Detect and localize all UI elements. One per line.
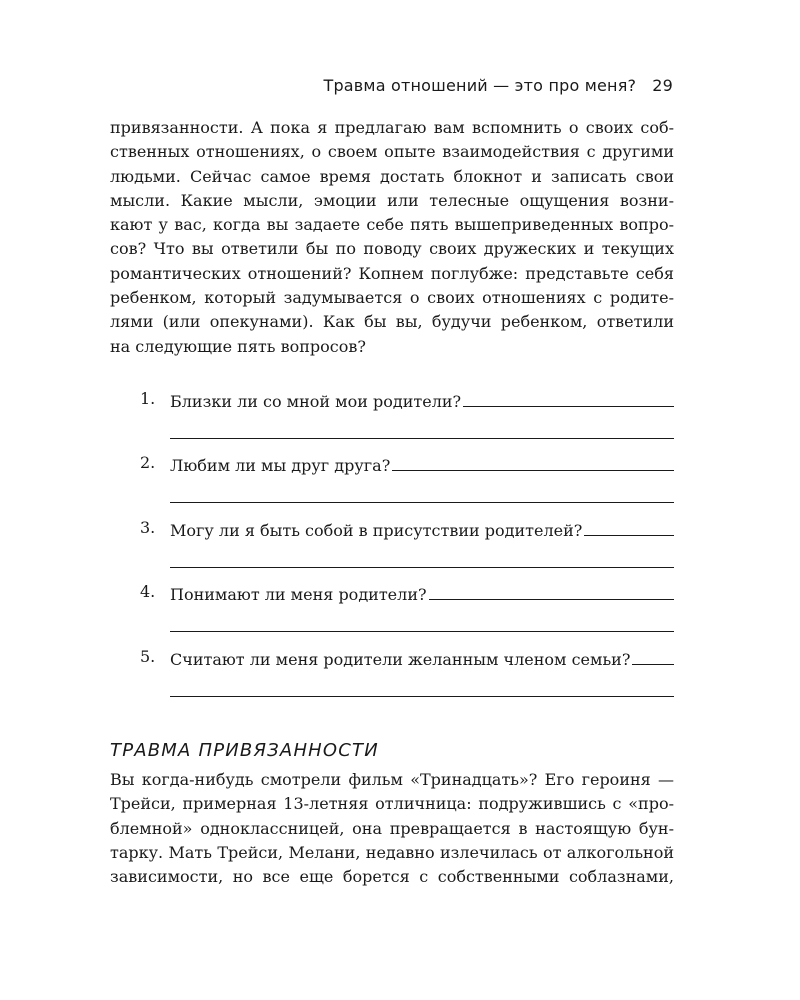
answer-line	[170, 502, 674, 503]
paragraph-line: сов? Что вы ответили бы по поводу своих дружеских и текущих	[110, 239, 674, 259]
question-number: 4.	[140, 582, 156, 602]
question-text: Любим ли мы друг друга?	[170, 456, 391, 476]
question-text: Близки ли со мной мои родители?	[170, 392, 462, 411]
section-heading: ТРАВМА ПРИВЯЗАННОСТИ	[110, 740, 379, 761]
question-item	[110, 453, 674, 517]
paragraph-line: привязанности. А пока я предлагаю вам вспомнить о своих соб-	[110, 118, 674, 137]
question-number: 1.	[140, 389, 156, 408]
answer-line	[429, 582, 674, 600]
question-number: 5.	[140, 646, 156, 666]
question-text: Считают ли меня родители желанным членом семьи?	[170, 649, 631, 669]
paragraph-line: ребенком, который задумывается о своих отношениях с родите-	[110, 288, 674, 308]
question-item	[110, 582, 674, 646]
paragraph-line: лями (или опекунами). Как бы вы, будучи ребенком, ответили	[110, 312, 674, 332]
paragraph-line: Трейси, примерная 13-летняя отличница: подружившись с «про-	[110, 794, 674, 814]
question-text: Могу ли я быть собой в присутствии родителей?	[170, 520, 583, 540]
paragraph-line: кают у вас, когда вы задаете себе пять вышеприведенных вопро-	[110, 215, 674, 235]
question-text: Понимают ли меня родители?	[170, 585, 427, 605]
answer-line	[584, 518, 674, 536]
question-number: 3.	[140, 517, 156, 537]
answer-line	[632, 647, 674, 665]
paragraph-line: ственных отношениях, о своем опыте взаимодействия с другими	[110, 142, 674, 162]
running-head	[323, 76, 673, 95]
paragraph-line: людьми. Сейчас самое время достать блокнот и записать свои	[110, 166, 674, 186]
paragraph-line: Вы когда-нибудь смотрели фильм «Тринадцать»? Его героиня —	[110, 770, 674, 789]
paragraph-line: мысли. Какие мысли, эмоции или телесные ощущения возни-	[110, 190, 674, 210]
page-number: 29	[652, 76, 673, 95]
answer-line	[170, 438, 674, 439]
paragraph-section	[110, 768, 674, 889]
question-item	[110, 518, 674, 582]
answer-line	[392, 453, 674, 471]
question-item	[110, 647, 674, 711]
paragraph-line: зависимости, но все еще борется с собственными соблазнами,	[110, 867, 674, 887]
paragraph-intro	[110, 116, 674, 359]
paragraph-line: блемной» одноклассницей, она превращается в настоящую бун-	[110, 818, 674, 838]
question-item	[110, 389, 674, 453]
running-title: Травма отношений — это про меня?	[323, 76, 637, 95]
answer-line	[170, 696, 674, 697]
answer-line	[463, 389, 674, 407]
question-list	[110, 389, 674, 711]
question-number: 2.	[140, 453, 156, 473]
paragraph-line: на следующие пять вопросов?	[110, 336, 366, 356]
answer-line	[170, 567, 674, 568]
paragraph-line: тарку. Мать Трейси, Мелани, недавно излечилась от алкогольной	[110, 842, 674, 862]
answer-line	[170, 631, 674, 632]
paragraph-line: романтических отношений? Копнем поглубже: представьте себя	[110, 263, 674, 283]
